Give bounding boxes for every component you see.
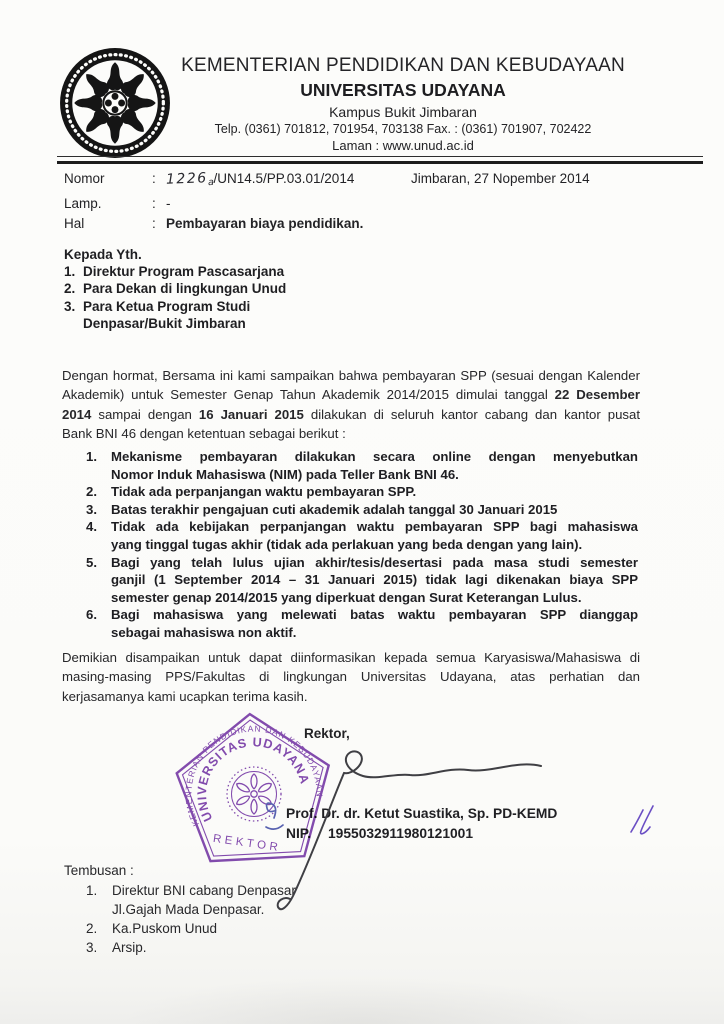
recipient-text: Para Dekan di lingkungan Unud [83,281,287,297]
tembusan-line: Ka.Puskom Unud [112,921,218,936]
item-line: yang tinggal tugas akhir (tidak ada perlakuan yang beda dengan yang lain). [111,536,583,552]
recipient-text: Direktur Program Pascasarjana [83,264,285,280]
item-number: 4. [86,519,97,535]
list-item [86,448,638,483]
bold-date: 16 Januari 2015 [198,406,304,422]
opening-paragraph [62,366,640,444]
hal-label: Hal [64,216,85,231]
paragraph-line: masing-masing PPS/Fakultas di lingkungan Universitas Udayana, atas perhatian dan [62,669,640,685]
item-number: 3. [86,501,97,517]
university-name: UNIVERSITAS UDAYANA [300,80,506,100]
website-line: Laman : www.unud.ac.id [332,138,474,153]
ministry-name: KEMENTERIAN PENDIDIKAN DAN KEBUDAYAAN [181,55,625,76]
item-line: sebagai mahasiswa non aktif. [111,624,297,640]
paragraph-line: kerjasamanya kami ucapkan terima kasih. [62,688,308,704]
bold-date: 2014 [62,406,92,422]
tembusan-item [86,938,296,957]
nomor-label: Nomor [64,171,105,186]
stamp-outer-text: KEMENTERIAN PENDIDIKAN DAN KEBUDAYAAN [183,723,325,828]
item-number: 3. [86,940,98,955]
stamp-bottom-text: REKTOR [212,832,282,855]
tembusan-line: Direktur BNI cabang Denpasar [112,883,296,898]
letterhead-divider [57,156,703,164]
recipient-item [64,263,286,280]
nomor-printed: /UN14.5/PP.03.01/2014 [213,171,355,186]
campus-line: Kampus Bukit Jimbaran [329,104,477,120]
item-line: Nomor Induk Mahasiswa (NIM) pada Teller Bank BNI 46. [111,466,459,482]
closing-paragraph [62,648,640,706]
letterhead [106,0,700,153]
item-number: 1. [86,449,97,464]
signatory-title: Rektor, [304,726,350,741]
paragraph-line [62,385,640,404]
paragraph-line: Dengan hormat, Bersama ini kami sampaikan bahwa pembayaran SPP (sesuai dengan Kalender [62,368,640,383]
tembusan-line: Jl.Gajah Mada Denpasar. [112,902,265,917]
item-line: Bagi yang telah lulus ujian akhir/tesis/desertasi pada masa studi semester [111,554,638,570]
paragraph-line: Demikian disampaikan untuk dapat diinformasikan kepada semua Karyasiswa/Mahasiswa di [62,650,640,665]
recipients-block [64,246,286,332]
scan-artifact-shade [120,975,600,1024]
recipient-item [64,298,286,315]
item-line: Tidak ada perpanjangan waktu pembayaran SPP. [111,484,417,500]
lamp-value: - [166,195,171,211]
item-line: Bagi mahasiswa yang melewati batas waktu pembayaran SPP dianggap [111,607,638,623]
item-line: semester genap 2014/2015 yang diperkuat dengan Surat Keterangan Lulus. [111,589,582,605]
nomor-handwritten: 1226 [165,170,208,188]
phone-fax-line: Telp. (0361) 701812, 701954, 703138 Fax. : (0361) 701907, 702422 [214,122,592,136]
recipient-continuation: Denpasar/Bukit Jimbaran [83,315,246,331]
signature-initials [631,806,653,834]
dateline: Jimbaran, 27 Nopember 2014 [411,171,590,186]
text-segment: dilakukan di seluruh kantor cabang dan kantor pusat [303,406,640,422]
hal-value: Pembayaran biaya pendidikan. [166,216,364,231]
nip-value: 1955032911980121001 [328,825,474,841]
salutation: Kepada Yth. [64,247,142,262]
paragraph-line [62,405,640,424]
text-segment: sampai dengan [91,406,199,422]
item-number: 1. [64,264,76,280]
hal-row [64,214,363,235]
tembusan-label: Tembusan : [64,863,134,878]
nip-label: NIP. [286,825,312,841]
list-item [86,606,638,641]
item-line: ganjil (1 September 2014 – 31 Januari 2015) tidak lagi dikenakan biaya SPP [111,572,638,588]
item-number: 3. [64,298,76,314]
item-number: 1. [86,883,98,898]
text-segment: Akademik) untuk Semester Genap Tahun Akademik 2014/2015 dimulai tanggal [62,387,555,403]
nomor-row [64,169,363,194]
colon: : [152,195,156,211]
colon: : [152,216,156,231]
list-item [86,501,638,519]
item-number: 2. [86,484,97,500]
item-line: Batas terakhir pengajuan cuti akademik adalah tanggal 30 Januari 2015 [111,501,558,517]
signatory-name: Prof. Dr. dr. Ketut Suastika, Sp. PD-KEMD [286,806,558,821]
bold-date: 22 Desember [554,387,640,403]
lamp-label: Lamp. [64,195,102,211]
paragraph-line: Bank BNI 46 dengan ketentuan sebagai berikut : [62,426,346,442]
tembusan-line: Arsip. [112,940,147,955]
tembusan-item [86,919,296,938]
rector-official-stamp [153,702,359,888]
item-line: Mekanisme pembayaran dilakukan secara online dengan menyebutkan [111,449,638,464]
list-item [86,518,638,553]
nomor-handwritten-suffix: a [207,176,214,189]
item-number: 2. [86,921,98,936]
item-number: 6. [86,607,97,623]
provisions-list [86,448,638,642]
recipient-item [64,280,286,297]
stamp-inner-text: UNIVERSITAS UDAYANA [194,735,313,824]
item-number: 2. [64,281,76,297]
item-number: 5. [86,554,97,570]
recipient-text: Para Ketua Program Studi [83,298,251,314]
list-item [86,483,638,501]
item-line: Tidak ada kebijakan perpanjangan waktu pembayaran SPP bagi mahasiswa [111,519,638,535]
letter-meta [64,169,363,235]
lamp-row [64,194,363,215]
colon: : [152,171,156,186]
list-item [86,554,638,607]
